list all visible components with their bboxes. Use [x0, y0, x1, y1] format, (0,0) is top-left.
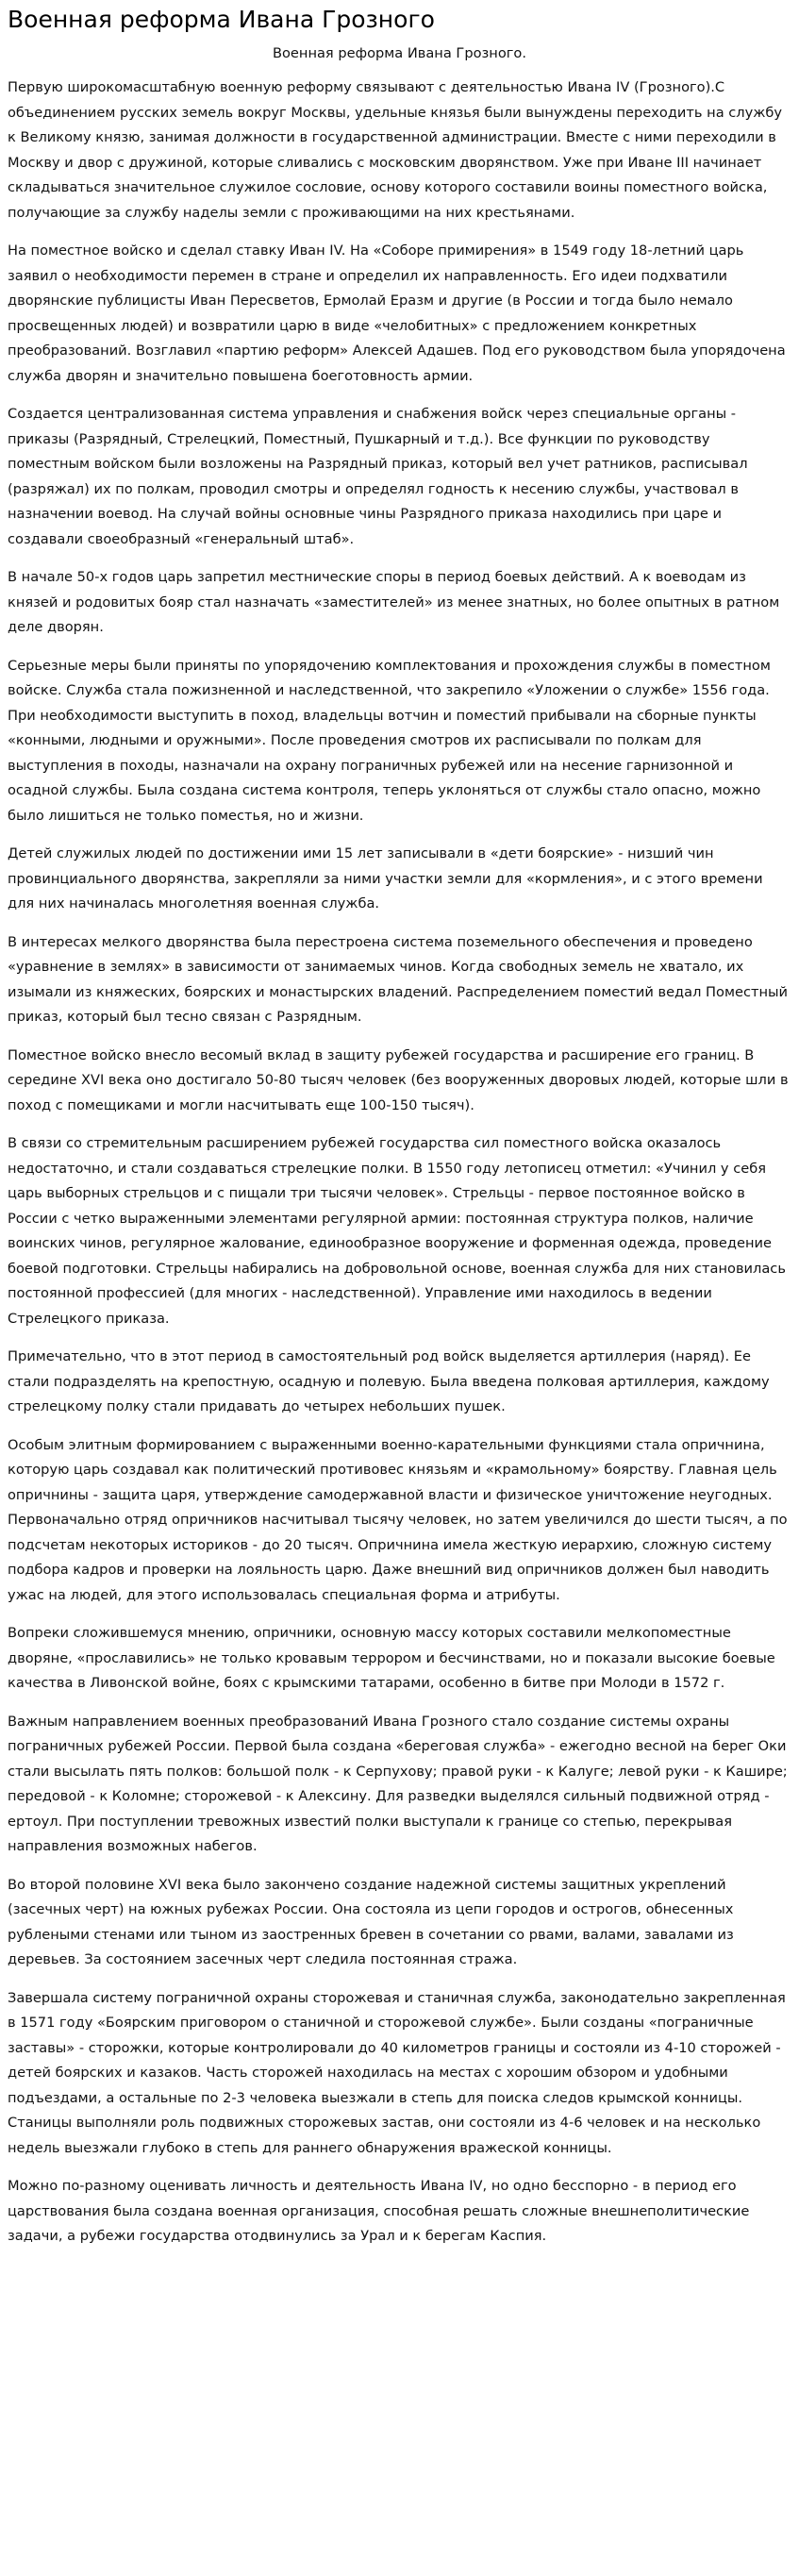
page-title: Военная реформа Ивана Грозного	[8, 6, 435, 33]
paragraph: Первую широкомасштабную военную реформу связывают с деятельностью Ивана IV (Грозного).С объединением русских земель вокруг Москвы, удельные князья были вынуждены переходить на службу к Великому князю, занимая должности в государственной администрации. Вместе с ними переходили в Москву и двор с дружиной, которые сливались с московским дворянством. Уже при Иване III начинает складываться значительное служилое сословие, основу которого составили воины поместного войска, получающие за службу наделы земли с проживающими на них крестьянами.	[8, 79, 783, 221]
paragraph: Создается централизованная система управления и снабжения войск через специальные органы - приказы (Разрядный, Стрелецкий, Поместный, Пушкарный и т.д.). Все функции по руководству поместным войском были возложены на Разрядный приказ, который вел учет ратников, расписывал (разряжал) их по полкам, проводил смотры и определял годность к несению службы, участвовал в назначении воевод. На случай войны основные чины Разрядного приказа находились при царе и создавали своеобразный «генеральный штаб».	[8, 406, 748, 547]
paragraph: Вопреки сложившемуся мнению, опричники, основную массу которых составили мелкопоместные дворяне, «прославились» не только кровавым террором и бесчинствами, но и показали высокие боевые качества в Ливонской войне, боях с крымскими татарами, особенно в битве при Молоди в 1572 г.	[8, 1625, 775, 1691]
paragraph: В связи со стремительным расширением рубежей государства сил поместного войска оказалось недостаточно, и стали создаваться стрелецкие полки. В 1550 году летописец отметил: «Учинил у себя царь выборных стрельцов и с пищали три тысячи человек». Стрельцы - первое постоянное войско в России с четко выраженными элементами регулярной армии: постоянная структура полков, наличие воинских чинов, регулярное жалование, единообразное вооружение и форменная одежда, проведение боевой подготовки. Стрельцы набирались на добровольной основе, военная служба для них становилась постоянной профессией (для многих - наследственной). Управление ими находилось в ведении Стрелецкого приказа.	[8, 1135, 786, 1327]
paragraph: В интересах мелкого дворянства была перестроена система поземельного обеспечения и проведено «уравнение в землях» в зависимости от занимаемых чинов. Когда свободных земель не хватало, их изымали из княжеских, боярских и монастырских владений. Распределением поместий ведал Поместный приказ, который был тесно связан с Разрядным.	[8, 933, 789, 1025]
paragraph: Во второй половине XVI века было закончено создание надежной системы защитных укреплений (засечных черт) на южных рубежах России. Она состояла из цепи городов и острогов, обнесенных рублеными стенами или тыном из заостренных бревен в сочетании со рвами, валами, завалами из деревьев. За состоянием засечных черт следила постоянная стража.	[8, 1876, 734, 1967]
paragraph: Детей служилых людей по достижении ими 15 лет записывали в «дети боярские» - низший чин провинциального дворянства, закрепляли за ними участки земли для «кормления», и с этого времени для них начиналась многолетняя военная служба.	[8, 845, 763, 912]
paragraph: Поместное войско внесло весомый вклад в защиту рубежей государства и расширение его границ. В середине XVI века оно достигало 50-80 тысяч человек (без вооруженных дворовых людей, которые шли в поход с помещиками и могли насчитывать еще 100-150 тысяч).	[8, 1046, 789, 1113]
paragraph: Серьезные меры были приняты по упорядочению комплектования и прохождения службы в поместном войске. Служба стала пожизненной и наследственной, что закрепило «Уложении о службе» 1556 года. При необходимости выступить в поход, владельцы вотчин и поместий прибывали на сборные пункты «конными, людными и оружными». После проведения смотров их расписывали по полкам для выступления в походы, назначали на охрану пограничных рубежей или на несение гарнизонной и осадной службы. Была создана система контроля, теперь уклоняться от службы стало опасно, можно было лишиться не только поместья, но и жизни.	[8, 657, 771, 824]
paragraph: На поместное войско и сделал ставку Иван IV. На «Соборе примирения» в 1549 году 18-летний царь заявил о необходимости перемен в стране и определил их направленность. Его идеи подхватили дворянские публицисты Иван Пересветов, Ермолай Еразм и другие (в России и тогда было немало просвещенных людей) и возвратили царю в виде «челобитных» с предложением конкретных преобразований. Возглавил «партию реформ» Алексей Адашев. Под его руководством была упорядочена служба дворян и значительно повышена боеготовность армии.	[8, 243, 786, 384]
paragraph: Особым элитным формированием с выраженными военно-карательными функциями стала опричнина, которую царь создавал как политический противовес князьям и «крамольному» боярству. Главная цель опричнины - защита царя, утверждение самодержавной власти и физическое уничтожение неугодных. Первоначально отряд опричников насчитывал тысячу человек, но затем увеличился до шести тысяч, а по подсчетам некоторых историков - до 20 тысяч. Опричнина имела жесткую иерархию, сложную систему подбора кадров и проверки на лояльность царю. Даже внешний вид опричников должен был наводить ужас на людей, для этого использовалась специальная форма и атрибуты.	[8, 1436, 788, 1603]
article-body	[0, 75, 799, 2250]
paragraph: Завершала систему пограничной охраны сторожевая и станичная служба, законодательно закрепленная в 1571 году «Боярским приговором о станичной и сторожевой службе». Были созданы «пограничные заставы» - сторожки, которые контролировали до 40 километров границы и состояли из 4-10 сторожей - детей боярских и казаков. Часть сторожей находилась на местах с хорошим обзором и удобными подъездами, а остальные по 2-3 человека выезжали в степь для поиска следов крымской конницы. Станицы выполняли роль подвижных сторожевых застав, они состояли из 4-6 человек и на несколько недель выезжали глубоко в степь для раннего обнаружения вражеской конницы.	[8, 1989, 786, 2156]
article-subtitle: Военная реформа Ивана Грозного.	[272, 45, 526, 61]
paragraph: Можно по-разному оценивать личность и деятельность Ивана IV, но одно бесспорно - в период его царствования была создана военная организация, способная решать сложные внешнеполитические задачи, а рубежи государства отодвинулись за Урал и к берегам Каспия.	[8, 2178, 750, 2244]
paragraph: Примечательно, что в этот период в самостоятельный род войск выделяется артиллерия (наряд). Ее стали подразделять на крепостную, осадную и полевую. Была введена полковая артиллерия, каждому стрелецкому полку стали придавать до четырех небольших пушек.	[8, 1348, 770, 1414]
paragraph: Важным направлением военных преобразований Ивана Грозного стало создание системы охраны пограничных рубежей России. Первой была создана «береговая служба» - ежегодно весной на берег Оки стали высылать пять полков: большой полк - к Серпухову; правой руки - к Калуге; левой руки - к Кашире; передовой - к Коломне; сторожевой - к Алексину. Для разведки выделялся сильный подвижной отряд - ертоул. При поступлении тревожных известий полки выступали к границе со степью, перекрывая направления возможных набегов.	[8, 1713, 788, 1854]
paragraph: В начале 50-х годов царь запретил местнические споры в период боевых действий. А к воеводам из князей и родовитых бояр стал назначать «заместителей» из менее знатных, но более опытных в ратном деле дворян.	[8, 569, 780, 635]
